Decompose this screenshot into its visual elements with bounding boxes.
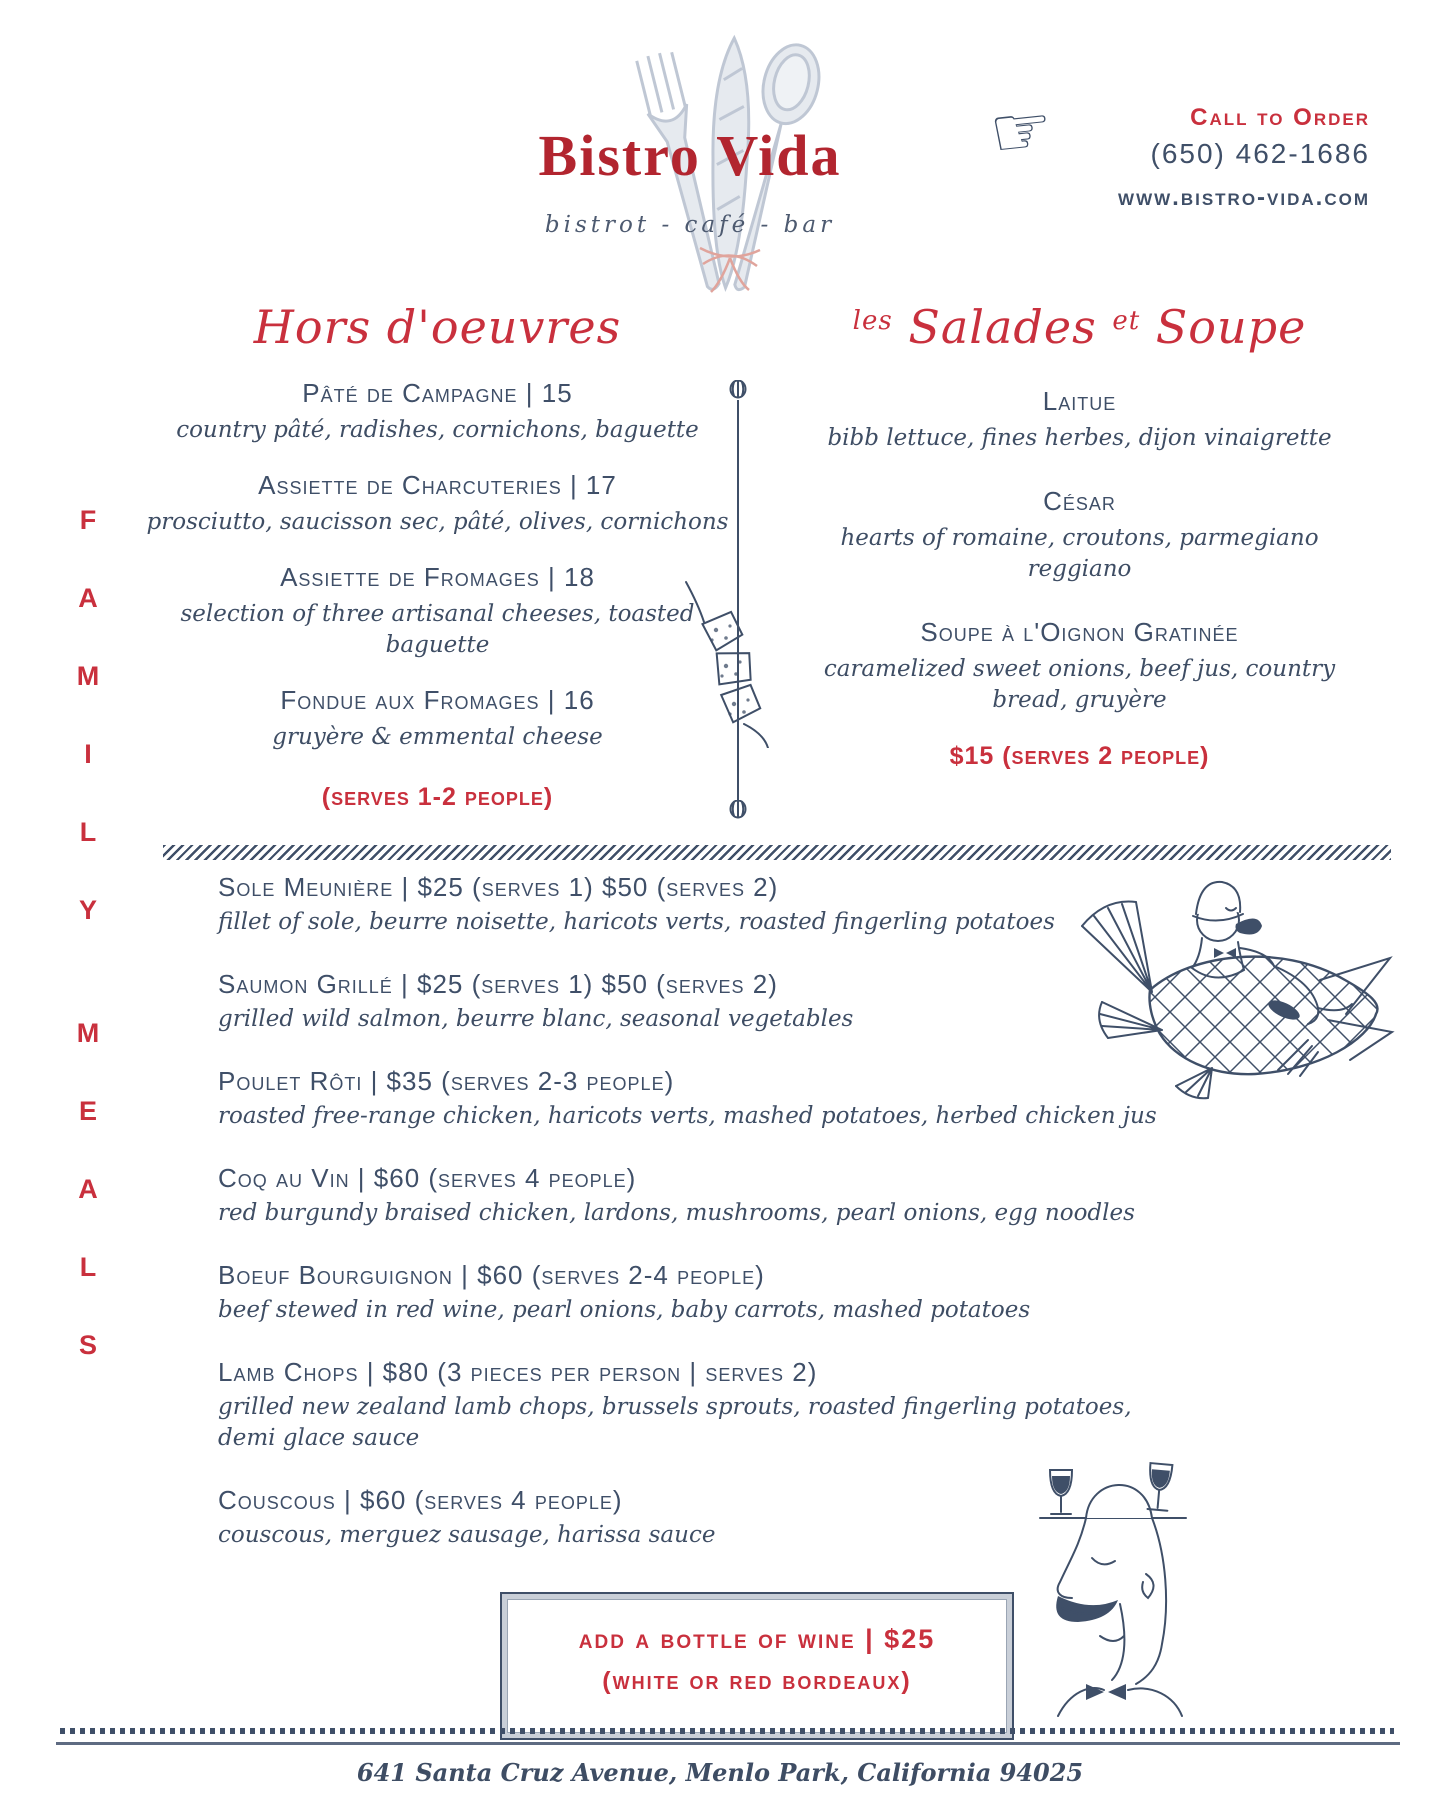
heading-soupe: Soupe — [1155, 300, 1307, 354]
dotted-divider — [60, 1728, 1394, 1734]
item-name: Poulet Rôti | $35 (serves 2-3 people) — [218, 1066, 675, 1097]
menu-item — [218, 1066, 1178, 1132]
menu-item — [218, 872, 1178, 938]
item-name: César — [1043, 486, 1116, 517]
item-name: Fondue aux Fromages | 16 — [280, 685, 595, 716]
menu-item — [145, 685, 730, 753]
price-serves-note: $15 (serves 2 people) — [949, 742, 1210, 771]
item-desc: couscous, merguez sausage, harissa sauce — [218, 1522, 716, 1549]
item-desc: beef stewed in red wine, pearl onions, baby carrots, mashed potatoes — [218, 1297, 1031, 1324]
item-name: Assiette de Fromages | 18 — [280, 562, 595, 593]
item-desc: grilled wild salmon, beurre blanc, seasonal vegetables — [218, 1006, 854, 1033]
item-desc: fillet of sole, beurre noisette, haricots verts, roasted fingerling potatoes — [218, 909, 1055, 935]
pointing-hand-icon: ☞ — [985, 86, 1057, 176]
address-line: 641 Santa Cruz Avenue, Menlo Park, California 94025 — [356, 1758, 1084, 1787]
item-name: Pâté de Campagne | 15 — [302, 378, 573, 408]
item-name: Lamb Chops | $80 (3 pieces per person | serves 2) — [218, 1357, 818, 1388]
item-desc: selection of three artisanal cheeses, toasted baguette — [180, 601, 695, 659]
item-desc: gruyère & emmental cheese — [272, 724, 603, 751]
item-desc: hearts of romaine, croutons, parmegiano reggiano — [840, 525, 1319, 583]
salades-soupe-section — [792, 300, 1367, 771]
item-name: Couscous | $60 (serves 4 people) — [218, 1485, 623, 1516]
item-name: Sole Meunière | $25 (serves 1) $50 (serves 2) — [218, 872, 779, 902]
item-desc: red burgundy braised chicken, lardons, mushrooms, pearl onions, egg noodles — [218, 1200, 1135, 1227]
divider-ornament-icon — [729, 800, 747, 820]
hatched-divider — [163, 845, 1391, 860]
heading-les: les — [852, 306, 893, 336]
wine-offer-line1: add a bottle of wine | $25 — [578, 1624, 936, 1654]
divider-ornament-icon — [729, 380, 747, 400]
menu-item — [145, 470, 730, 538]
solid-divider — [56, 1742, 1400, 1745]
menu-item — [218, 1260, 1178, 1326]
item-desc: roasted free-range chicken, haricots verts, mashed potatoes, herbed chicken jus — [218, 1103, 1157, 1130]
item-desc: prosciutto, saucisson sec, pâté, olives, cornichons — [146, 509, 729, 536]
family-vertical-label: FAMILY — [73, 505, 103, 973]
item-desc: country pâté, radishes, cornichons, baguette — [176, 417, 699, 443]
menu-item — [145, 378, 730, 446]
item-desc: bibb lettuce, fines herbes, dijon vinaigrette — [827, 425, 1332, 451]
menu-item — [792, 486, 1367, 585]
menu-item — [792, 617, 1367, 716]
wine-offer-inner — [507, 1599, 1007, 1733]
item-name: Laitue — [1042, 386, 1117, 416]
item-name: Coq au Vin | $60 (serves 4 people) — [218, 1163, 637, 1194]
phone-number: (650) 462-1686 — [1150, 138, 1370, 169]
menu-item — [792, 386, 1367, 454]
item-desc: caramelized sweet onions, beef jus, country bread, gruyère — [823, 656, 1336, 714]
waiter-illustration — [1028, 1462, 1228, 1717]
contact-block — [975, 104, 1370, 212]
menu-item — [218, 1357, 1178, 1454]
wine-offer-box — [500, 1592, 1014, 1740]
logo — [430, 20, 950, 310]
item-desc: grilled new zealand lamb chops, brussels sprouts, roasted fingerling potatoes, demi glace sauce — [218, 1394, 1132, 1452]
salades-soupe-heading — [792, 300, 1367, 354]
serves-note: (serves 1-2 people) — [321, 783, 554, 812]
restaurant-name: Bistro Vida — [538, 123, 842, 188]
item-name: Assiette de Charcuteries | 17 — [258, 470, 617, 501]
hors-doeuvres-section — [145, 300, 730, 812]
cheese-illustration — [668, 578, 798, 748]
menu-item — [218, 1163, 1178, 1229]
wine-offer-line2: (white or red bordeaux) — [602, 1667, 912, 1695]
menu-item — [218, 969, 1178, 1035]
hors-doeuvres-heading: Hors d'oeuvres — [253, 300, 622, 354]
meals-vertical-label: MEALS — [73, 1018, 103, 1408]
item-name: Boeuf Bourguignon | $60 (serves 2-4 people) — [218, 1260, 765, 1291]
call-to-order-label: Call to Order — [1190, 104, 1370, 131]
fish-rider-illustration — [1050, 862, 1395, 1162]
heading-et: et — [1112, 306, 1141, 336]
menu-item — [145, 562, 730, 661]
heading-salades: Salades — [908, 300, 1097, 354]
item-name: Saumon Grillé | $25 (serves 1) $50 (serves 2) — [218, 969, 778, 1000]
website-url: www.bistro-vida.com — [1118, 184, 1370, 211]
item-name: Soupe à l'Oignon Gratinée — [920, 617, 1239, 648]
restaurant-tagline: bistrot - café - bar — [544, 212, 836, 238]
